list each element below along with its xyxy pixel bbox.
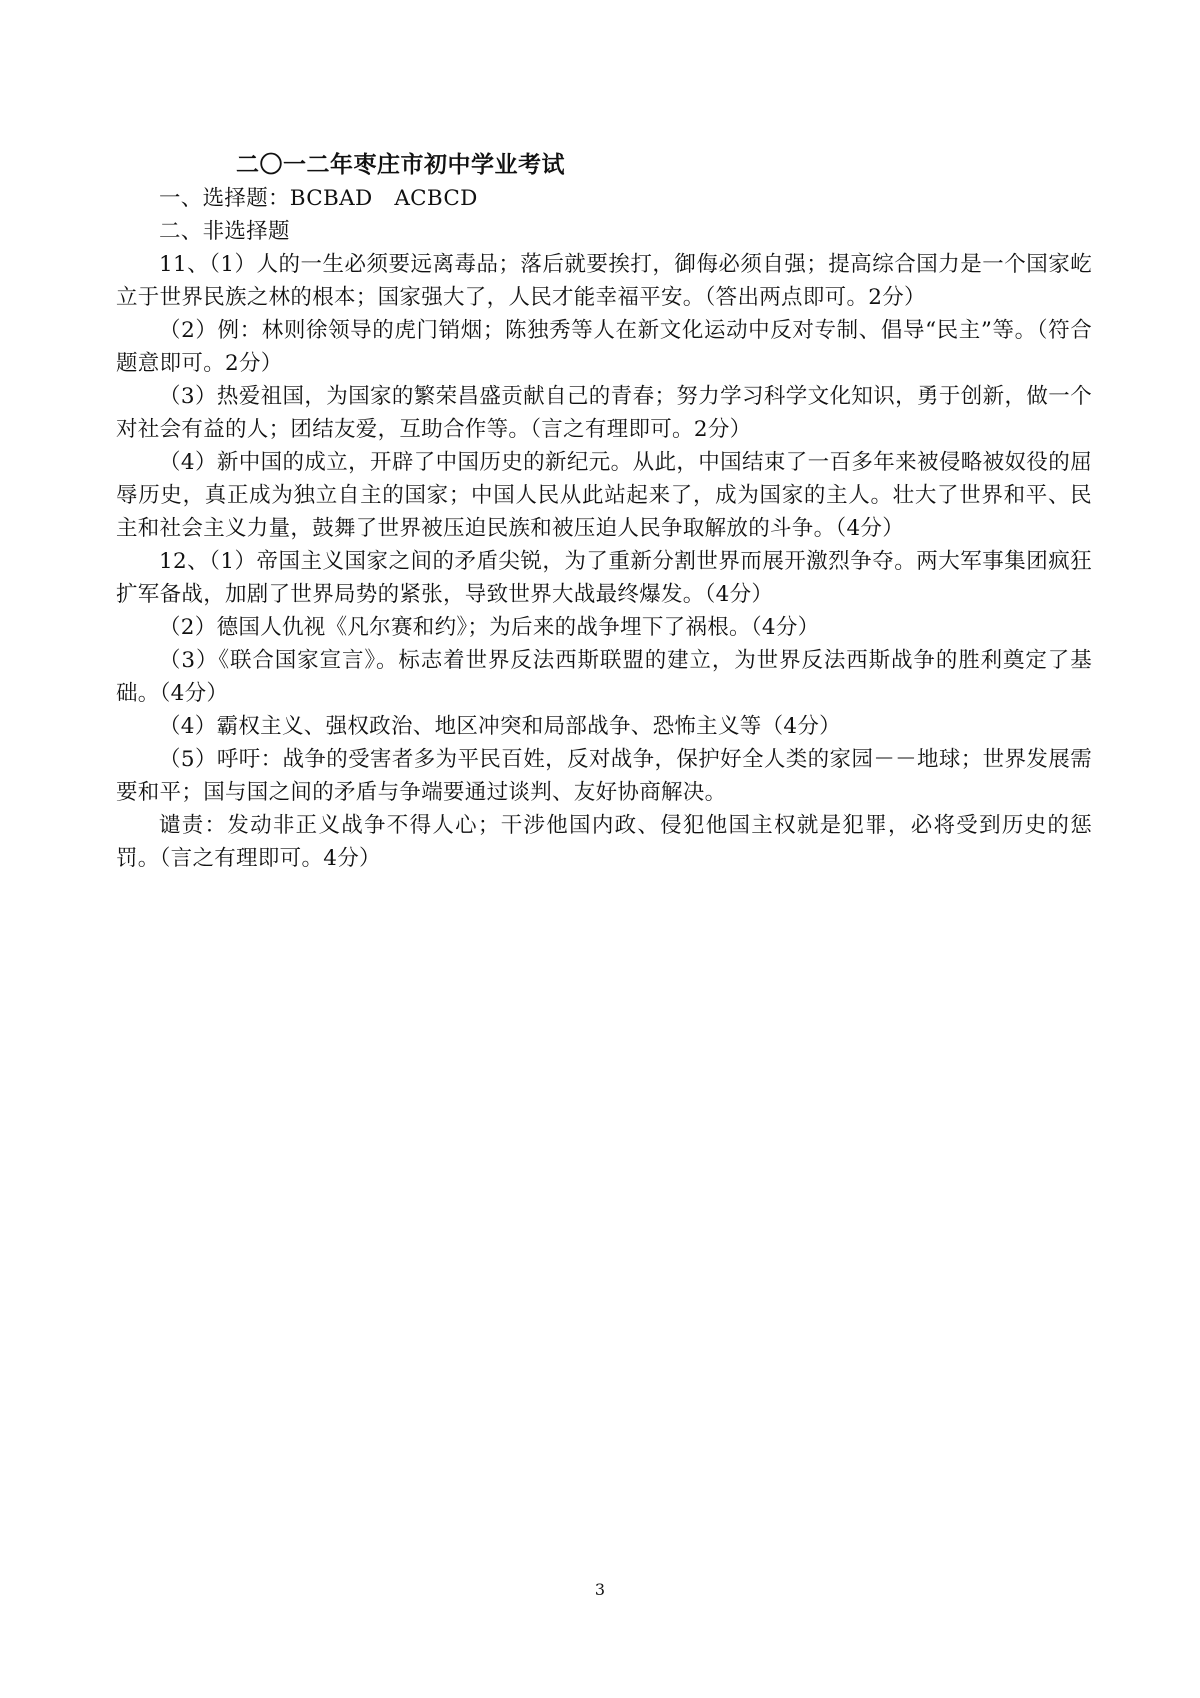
answer-key-content xyxy=(116,148,1092,875)
answer-11-3: （3）热爱祖国，为国家的繁荣昌盛贡献自己的青春；努力学习科学文化知识，勇于创新，做一个对社会有益的人；团结友爱，互助合作等。（言之有理即可。2分） xyxy=(116,384,1092,442)
answer-12-2: （2）德国人仇视《凡尔赛和约》；为后来的战争埋下了祸根。（4分） xyxy=(159,615,820,640)
answer-11-1: 11、（1）人的一生必须要远离毒品；落后就要挨打，御侮必须自强；提高综合国力是一个国家屹立于世界民族之林的根本；国家强大了，人民才能幸福平安。（答出两点即可。2分） xyxy=(116,252,1092,310)
document-title: 二〇一二年枣庄市初中学业考试 xyxy=(236,151,565,178)
answer-12-5-condemn: 谴责：发动非正义战争不得人心；干涉他国内政、侵犯他国主权就是犯罪，必将受到历史的惩罚。（言之有理即可。4分） xyxy=(116,813,1092,871)
answer-12-5-appeal: （5）呼吁：战争的受害者多为平民百姓，反对战争，保护好全人类的家园－－地球；世界发展需要和平；国与国之间的矛盾与争端要通过谈判、友好协商解决。 xyxy=(116,747,1092,805)
answer-12-3: （3）《联合国家宣言》。标志着世界反法西斯联盟的建立，为世界反法西斯战争的胜利奠定了基础。（4分） xyxy=(116,648,1092,706)
answer-12-4: （4）霸权主义、强权政治、地区冲突和局部战争、恐怖主义等（4分） xyxy=(159,714,841,739)
answer-11-2: （2）例：林则徐领导的虎门销烟；陈独秀等人在新文化运动中反对专制、倡导“民主”等。（符合题意即可。2分） xyxy=(116,318,1092,376)
answer-11-4: （4）新中国的成立，开辟了中国历史的新纪元。从此，中国结束了一百多年来被侵略被奴役的屈辱历史，真正成为独立自主的国家；中国人民从此站起来了，成为国家的主人。壮大了世界和平、民主和社会主义力量，鼓舞了世界被压迫民族和被压迫人民争取解放的斗争。（4分） xyxy=(116,450,1092,541)
multiple-choice-answers: 一、选择题：BCBAD ACBCD xyxy=(159,186,478,211)
section-heading-non-choice: 二、非选择题 xyxy=(159,219,290,244)
answer-12-1: 12、（1）帝国主义国家之间的矛盾尖锐，为了重新分割世界而展开激烈争夺。两大军事集团疯狂扩军备战，加剧了世界局势的紧张，导致世界大战最终爆发。（4分） xyxy=(116,549,1092,607)
page-number: 3 xyxy=(594,1580,606,1599)
